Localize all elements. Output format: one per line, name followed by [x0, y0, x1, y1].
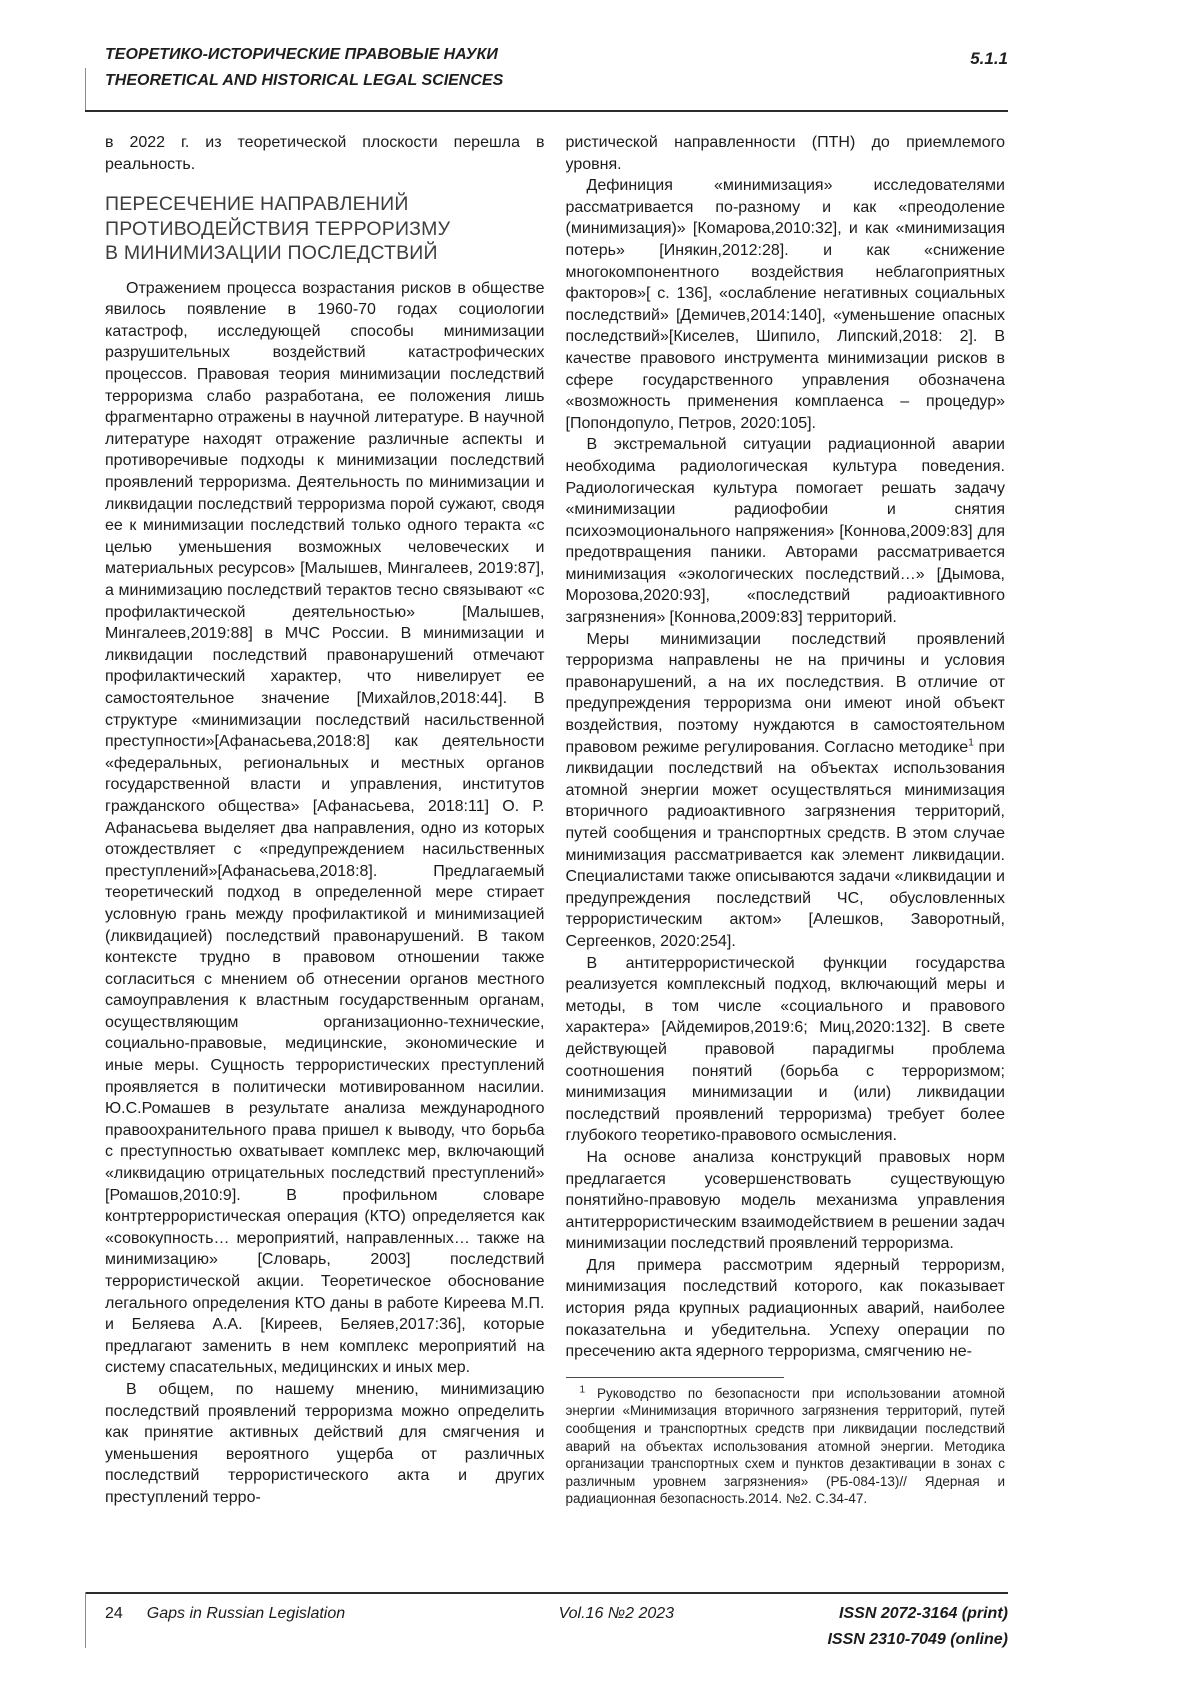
- journal-title: Gaps in Russian Legislation: [146, 1605, 346, 1622]
- left-column: [105, 132, 545, 1509]
- issn-block: [827, 1601, 1008, 1653]
- issue-info: Vol.16 №2 2023: [558, 1605, 675, 1622]
- heading-line-3: В МИНИМИЗАЦИИ ПОСЛЕДСТВИЙ: [105, 242, 438, 265]
- article-section-heading: [105, 192, 545, 266]
- footnote-separator: [566, 1377, 784, 1378]
- paragraph-radiation: В экстремальной ситуации радиационной аварии необходима радиологическая культура поведения. Радиологическая культура помогает решать задачу «минимизации радиофобии и снятия психоэмоционального напряжения» [Коннова,2009:83] для предотвращения паники. Авторами рассматривается минимизация «экологических последствий…» [Дымова, Морозова,2020:93], «последствий радиоактивного загрязнения» [Коннова,2009:83] территорий.: [565, 436, 1005, 627]
- footnote-reference-marker: 1: [968, 737, 974, 749]
- heading-line-1: ПЕРЕСЕЧЕНИЕ НАПРАВЛЕНИЙ: [105, 193, 409, 216]
- article-body: [105, 132, 1005, 1509]
- issn-print: ISSN 2072-3164 (print): [839, 1605, 1008, 1622]
- continuation-paragraph: ристической направленности (ПТН) до приемлемого уровня.: [565, 134, 1005, 173]
- paragraph-measures-part2: при ликвидации последствий на объектах использования атомной энергии может осуществляться минимизация вторичного радиоактивного загрязнения территорий, путей сообщения и транспортных средств. В этом случае минимизация рассматривается как элемент ликвидации. Специалистами также описываются задачи «ликвидации и предупреждения последствий ЧС, обусловленных террористическим актом» [Алешков, Заворотный, Сергеенков, 2020:254].: [565, 738, 1005, 950]
- footnote-marker: 1: [579, 1384, 586, 1396]
- section-title-en: THEORETICAL AND HISTORICAL LEGAL SCIENCES: [105, 72, 504, 89]
- footnote-text: [566, 1385, 1006, 1508]
- header-rule: [85, 110, 1008, 112]
- heading-line-2: ПРОТИВОДЕЙСТВИЯ ТЕРРОРИЗМУ: [105, 217, 451, 240]
- footer-left: [105, 1601, 345, 1627]
- paragraph-main: Отражением процесса возрастания рисков в обществе явилось появление в 1960-70 годах социологии катастроф, исследующей способы минимизации разрушительных воздействий катастрофических процессов. Правовая теория минимизации последствий терроризма слабо разработана, ее положения лишь фрагментарно отражены в научной литературе. В научной литературе находят отражение различные аспекты и противоречивые подходы к минимизации последствий проявлений терроризма. Деятельность по минимизации и ликвидации последствий терроризма порой сужают, сводя ее к минимизации последствий только одного теракта «с целью уменьшения возможных человеческих и материальных ресурсов» [Малышев, Мингалеев, 2019:87], а минимизацию последствий терактов тесно связывают «с профилактической деятельностью» [Малышев, Мингалеев,2019:88] в МЧС России. В минимизации и ликвидации последствий правонарушений отмечают профилактический характер, что нивелирует ее самостоятельное значение [Михайлов,2018:44]. В структуре «минимизации последствий насильственной преступности»[Афанасьева,2018:8] как деятельности «федеральных, региональных и местных органов государственной власти и управления, институтов гражданского общества» [Афанасьева, 2018:11] О. Р. Афанасьева выделяет два направления, одно из которых отождествляет с «предупреждением насильственных преступлений»[Афанасьева,2018:8]. Предлагаемый теоретический подход в определенной мере стирает условную грань между профилактикой и минимизацией (ликвидацией) последствий правонарушений. В таком контексте трудно в правовом отношении также согласиться с мнением об отнесении органов местного самоуправления к властным государственным органам, осуществляющим организационно-технические, социально-правовые, медицинские, экономические и иные меры. Сущность террористических преступлений проявляется в политически мотивированном насилии. Ю.С.Ромашев в результате анализа международного правоохранительного права пришел к выводу, что борьба с преступностью охватывает комплекс мер, включающий «ликвидацию отрицательных последствий преступлений» [Ромашов,2010:9]. В профильном словаре контртеррористическая операция (КТО) определяется как «совокупность… мероприятий, направленных… также на минимизацию» [Словарь, 2003] последствий террористической акции. Теоретическое обоснование легального определения КТО даны в работе Киреева М.П. и Беляева А.А. [Киреев, Беляев,2017:36], которые предлагают заменить в нем комплекс мероприятий на систему спасательных, медицинских и иных мер.: [105, 279, 545, 1377]
- page-footer: [85, 1601, 1008, 1653]
- section-titles: [105, 42, 503, 94]
- issn-online: ISSN 2310-7049 (online): [827, 1631, 1008, 1648]
- footnote-block: [566, 1377, 1006, 1508]
- classification-code: 5.1.1: [970, 49, 1008, 68]
- footer-rule: [85, 1592, 1008, 1594]
- paragraph-measures-part1: Меры минимизации последствий проявлений терроризма направлены не на причины и условия правонарушений, а на их последствия. В отличие от предупреждения терроризма они имеют иной объект воздействия, поэтому нуждаются в самостоятельном правовом режиме регулирования. Согласно методике: [565, 630, 1005, 756]
- footnote-body: Руководство по безопасности при использовании атомной энергии «Минимизация вторичного загрязнения территорий, путей сообщения и транспортных средств при ликвидации последствий аварий на объектах использования атомной энергии. Методика организации транспортных схем и пунктов дезактивации в зонах с различным уровнем загрязнения» (РБ-084-13)// Ядерная и радиационная безопасность.2014. №2. С.34-47.: [565, 1385, 1005, 1507]
- continuation-paragraph: в 2022 г. из теоретической плоскости перешла в реальность.: [105, 134, 545, 173]
- section-title-ru: ТЕОРЕТИКО-ИСТОРИЧЕСКИЕ ПРАВОВЫЕ НАУКИ: [105, 46, 498, 63]
- paragraph-antiterror: В антитеррористической функции государства реализуется комплексный подход, включающий меры и методы, в том числе «социального и правового характера» [Айдемиров,2019:6; Миц,2020:132]. В свете действующей правовой парадигмы проблема соотношения понятий (борьба с терроризмом; минимизация минимизации и (или) ликвидации последствий проявлений терроризма) требует более глубокого теоретико-правового осмысления.: [565, 954, 1005, 1145]
- page-number: 24: [105, 1605, 123, 1622]
- paragraph-example: Для примера рассмотрим ядерный терроризм, минимизация последствий которого, как показывает история ряда крупных радиационных аварий, наиболее показательна и убедительна. Успеху операции по пресечению акта ядерного терроризма, смягчению не-: [565, 1256, 1005, 1361]
- paragraph-model: На основе анализа конструкций правовых норм предлагается усовершенствовать существующую понятийно-правовую модель механизма управления антитеррористическим взаимодействием в решении задач минимизации последствий проявлений терроризма.: [565, 1148, 1005, 1253]
- right-column: [566, 132, 1006, 1509]
- paragraph-definitions: Дефиниция «минимизация» исследователями рассматривается по-разному и как «преодоление (минимизация)» [Комарова,2010:32], и как «минимизация потерь» [Инякин,2012:28]. и как «снижение многокомпонентного воздействия неблагоприятных факторов»[ с. 136], «ослабление негативных социальных последствий» [Демичев,2014:140], «уменьшение опасных последствий»[Киселев, Шипило, Липский,2018: 2]. В качестве правового инструмента минимизации рисков в сфере государственного управления обозначена «возможность применения комплаенса – процедур» [Попондопуло, Петров, 2020:105].: [565, 177, 1005, 432]
- paragraph-conclusion: В общем, по нашему мнению, минимизацию последствий проявлений терроризма можно определить как принятие активных действий для смягчения и уменьшения вероятного ущерба от различных последствий террористического акта и других преступлений терро-: [105, 1380, 545, 1506]
- running-header: [85, 42, 1008, 94]
- paragraph-measures: [566, 629, 1006, 953]
